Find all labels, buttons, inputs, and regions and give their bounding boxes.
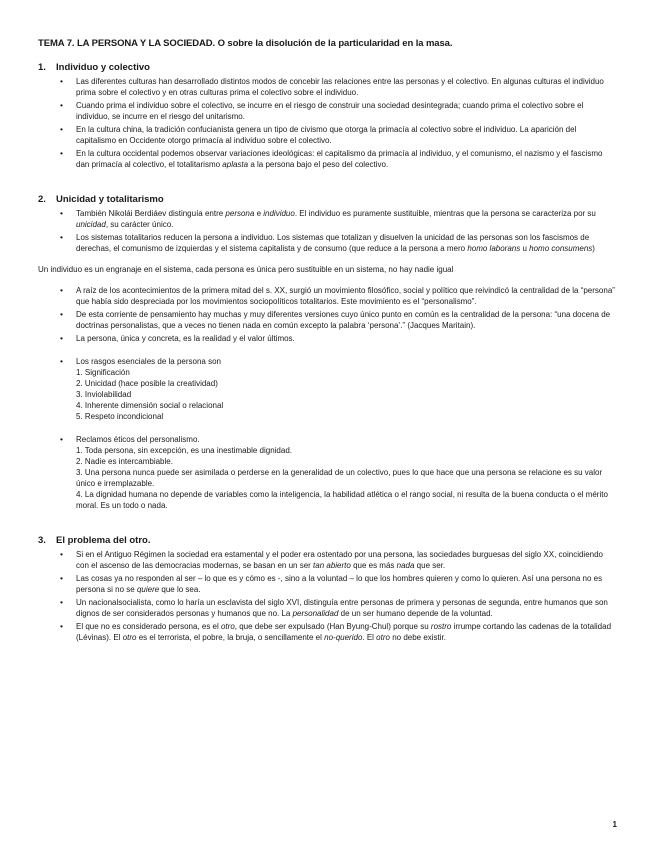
emphasis: otro: [122, 633, 137, 642]
list-item: • Cuando prima el individuo sobre el colectivo, se incurre en el riesgo de construir una sociedad desintegrada; cuando prima el colectivo sobre el individuo, se incurre en el riesgo del unitarismo.: [60, 100, 618, 122]
emphasis: quiere: [136, 585, 160, 594]
emphasis: nada: [396, 561, 415, 570]
text-run: En la cultura occidental podemos observar variaciones ideológicas: el capitalismo da primacía al individuo, y el comunismo, el nazismo y el fascismo dan primacía al colectivo, el totalitarismo: [76, 149, 603, 169]
document-page: [38, 38, 618, 647]
list-item: [60, 621, 618, 643]
list-item: • La persona, única y concreta, es la realidad y el valor últimos.: [60, 333, 618, 344]
emphasis: tan abierto: [313, 561, 351, 570]
text-run: de un ser humano depende de la voluntad.: [338, 609, 493, 618]
emphasis: no-querido: [324, 633, 363, 642]
section-title: Unicidad y totalitarismo: [56, 194, 164, 205]
list-item-reclamos: [60, 434, 618, 511]
list-item: • De esta corriente de pensamiento hay muchas y muy diferentes versiones cuyo único punto en común es la centralidad de la persona: “una docena de doctrinas personalistas, que a veces no tienen nada en común excepto la palabra ‘persona’.” (Jacques Maritain).: [60, 309, 618, 331]
text-run: e: [254, 209, 264, 218]
section-heading: [38, 535, 618, 547]
emphasis: personalidad: [292, 609, 339, 618]
bullet-list: [60, 549, 618, 643]
text-run: También Nikolái Berdiáev distinguía entre: [76, 209, 226, 218]
text-run: u: [520, 244, 530, 253]
section-heading: [38, 62, 618, 74]
list-item: [60, 148, 618, 170]
standalone-paragraph: Un individuo es un engranaje en el sistema, cada persona es única pero sustituible en un sistema, no hay nadie igual: [38, 265, 454, 274]
text-run: , su carácter único.: [105, 220, 174, 229]
section-number: 2.: [38, 194, 46, 205]
list-item: • En la cultura china, la tradición confucianista genera un tipo de civismo que otorga la primacía al colectivo sobre el individuo. La aparición del capitalismo en Occidente otorgo primacía al individuo sobre el colectivo.: [60, 124, 618, 146]
numbered-item: 3. Una persona nunca puede ser asimilada o perderse en la generalidad de un colectivo, pues lo que hace que una persona se relacione es su valor único e irremplazable.: [76, 468, 603, 488]
list-heading: • Reclamos éticos del personalismo.: [76, 435, 200, 444]
numbered-item: 1. Toda persona, sin excepción, es una inestimable dignidad.: [76, 446, 292, 455]
numbered-item: 2. Unicidad (hace posible la creatividad): [76, 379, 218, 388]
text-run: Un nacionalsocialista, como lo haría un esclavista del siglo XVI, distinguía entre personas de primera y personas de segunda, entre humanos que son dignos de ser considerados personas y humanos que no. La: [76, 598, 608, 618]
numbered-item: 2. Nadie es intercambiable.: [76, 457, 173, 466]
section-unicidad-totalitarismo: [38, 194, 618, 511]
list-item: [60, 597, 618, 619]
list-item: [60, 573, 618, 595]
text-run: no debe existir.: [389, 633, 447, 642]
list-heading: • Los rasgos esenciales de la persona son: [76, 357, 221, 366]
text-run: Si en el Antiguo Régimen la sociedad era estamental y el poder era ostentado por una persona, las sociedades burguesas del siglo XX, coincidiendo con el ascenso de las democracias modernas, se basan en un ser: [76, 550, 604, 570]
list-item-rasgos: [60, 356, 618, 422]
emphasis: otro: [220, 622, 235, 631]
bullet-list: [60, 434, 618, 511]
text-run: Las cosas ya no responden al ser – lo que es y cómo es -, sino a la voluntad – lo que los hombres quieren y como lo quieren. Así una persona no es persona si no se: [76, 574, 603, 594]
page-number: 1: [612, 820, 617, 829]
emphasis: rostro: [430, 622, 452, 631]
section-number: 3.: [38, 535, 46, 546]
emphasis: aplasta: [222, 160, 249, 169]
bullet-list: [60, 285, 618, 344]
bullet-list: [60, 356, 618, 422]
emphasis: homo laborans: [467, 244, 521, 253]
emphasis: persona: [225, 209, 255, 218]
list-item: • A raíz de los acontecimientos de la primera mitad del s. XX, surgió un movimiento filosófico, social y político que reivindicó la centralidad de la “persona” que había sido despreciada por los movimientos sociopolíticos totalitarios. Este movimiento es el “personalismo”.: [60, 285, 618, 307]
section-problema-otro: [38, 535, 618, 643]
bullet-list: [60, 76, 618, 170]
list-item: [60, 232, 618, 254]
text-run: que lo sea.: [159, 585, 201, 594]
emphasis: individuo: [263, 209, 295, 218]
bullet-list: [60, 208, 618, 254]
text-run: . El: [362, 633, 377, 642]
text-run: ): [592, 244, 595, 253]
text-run: , que debe ser expulsado (Han Byung-Chul) porque su: [234, 622, 431, 631]
section-heading: [38, 194, 618, 206]
list-item: • Las diferentes culturas han desarrollado distintos modos de concebir las relaciones entre las personas y el colectivo. En algunas culturas el individuo prima sobre el colectivo y en otras culturas prima el colectivo sobre el individuo.: [60, 76, 618, 98]
text-run: que es más: [350, 561, 397, 570]
text-run: Los sistemas totalitarios reducen la persona a individuo. Los sistemas que totalizan y disuelven la unicidad de las personas son los fascismos de derechas, el comunismo de izquierdas y el sistema capitalista y de consumo (que reduce a la persona a mero: [76, 233, 590, 253]
numbered-item: 1. Significación: [76, 368, 130, 377]
list-item: [60, 208, 618, 230]
text-run: El que no es considerado persona, es el: [76, 622, 221, 631]
emphasis: homo consumens: [529, 244, 593, 253]
emphasis: unicidad: [76, 220, 106, 229]
emphasis: otro: [376, 633, 390, 642]
section-number: 1.: [38, 62, 46, 73]
numbered-item: 4. Inherente dimensión social o relacional: [76, 401, 224, 410]
section-title: El problema del otro.: [56, 535, 151, 546]
text-run: a la persona bajo el peso del colectivo.: [248, 160, 389, 169]
text-run: es el terrorista, el pobre, la bruja, o sencillamente el: [136, 633, 325, 642]
section-title: Individuo y colectivo: [56, 62, 150, 73]
numbered-item: 4. La dignidad humana no depende de variables como la inteligencia, la habilidad atlética o el rango social, ni resulta de la buena conducta o el mérito moral. Es un todo o nada.: [76, 490, 608, 510]
list-item: [60, 549, 618, 571]
numbered-item: 3. Inviolabilidad: [76, 390, 132, 399]
document-title: TEMA 7. LA PERSONA Y LA SOCIEDAD. O sobre la disolución de la particularidad en la masa.: [38, 38, 453, 49]
text-run: irrumpe cortando las cadenas de la totalidad (Lévinas). El: [76, 622, 612, 642]
numbered-item: 5. Respeto incondicional: [76, 412, 164, 421]
section-individuo-colectivo: [38, 62, 618, 170]
text-run: . El individuo es puramente sustituible, mientras que la persona se caracteriza por su: [294, 209, 596, 218]
text-run: que ser.: [414, 561, 446, 570]
